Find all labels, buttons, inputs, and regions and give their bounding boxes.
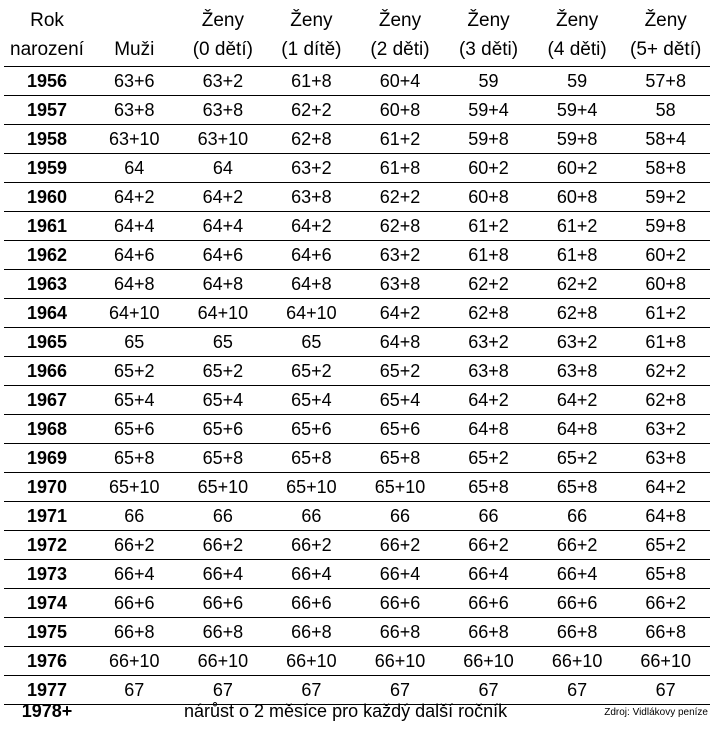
age-cell: 65	[179, 328, 268, 357]
header-col-line2: (5+ dětí)	[630, 39, 702, 60]
age-cell: 63+8	[444, 357, 533, 386]
year-cell: 1966	[4, 357, 90, 386]
age-cell: 65+2	[621, 531, 710, 560]
age-cell: 59+8	[621, 212, 710, 241]
year-cell: 1968	[4, 415, 90, 444]
age-cell: 64+8	[179, 270, 268, 299]
age-cell: 62+8	[267, 125, 356, 154]
age-cell: 66+10	[356, 647, 445, 676]
age-cell: 65+2	[267, 357, 356, 386]
age-cell: 63+2	[179, 67, 268, 96]
age-cell: 64	[90, 154, 179, 183]
age-cell: 61+8	[356, 154, 445, 183]
table-body	[4, 67, 710, 705]
age-cell: 61+8	[621, 328, 710, 357]
age-cell: 64	[179, 154, 268, 183]
header-col-line1: Ženy	[201, 10, 244, 31]
age-cell: 66	[267, 502, 356, 531]
year-cell: 1961	[4, 212, 90, 241]
table-row	[4, 270, 710, 299]
year-cell: 1977	[4, 676, 90, 705]
table-row	[4, 241, 710, 270]
retirement-age-table-container	[4, 6, 710, 705]
age-cell: 66	[179, 502, 268, 531]
table-row	[4, 415, 710, 444]
age-cell: 61+8	[533, 241, 622, 270]
age-cell: 66+8	[621, 618, 710, 647]
age-cell: 66+10	[444, 647, 533, 676]
age-cell: 64+2	[267, 212, 356, 241]
age-cell: 64+8	[533, 415, 622, 444]
age-cell: 65+10	[179, 473, 268, 502]
age-cell: 59+4	[533, 96, 622, 125]
age-cell: 66+4	[444, 560, 533, 589]
age-cell: 64+6	[90, 241, 179, 270]
year-cell: 1971	[4, 502, 90, 531]
table-row	[4, 444, 710, 473]
header-year-line2: narození	[10, 39, 84, 60]
age-cell: 67	[90, 676, 179, 705]
age-cell: 66+8	[533, 618, 622, 647]
age-cell: 63+10	[179, 125, 268, 154]
age-cell: 66+6	[356, 589, 445, 618]
age-cell: 62+8	[533, 299, 622, 328]
age-cell: 63+6	[90, 67, 179, 96]
year-cell: 1958	[4, 125, 90, 154]
age-cell: 61+2	[356, 125, 445, 154]
age-cell: 61+2	[533, 212, 622, 241]
age-cell: 64+10	[267, 299, 356, 328]
age-cell: 66+2	[533, 531, 622, 560]
table-row	[4, 125, 710, 154]
age-cell: 64+8	[444, 415, 533, 444]
table-row	[4, 154, 710, 183]
age-cell: 59	[444, 67, 533, 96]
age-cell: 63+8	[179, 96, 268, 125]
age-cell: 66+4	[90, 560, 179, 589]
age-cell: 66+4	[179, 560, 268, 589]
year-cell: 1969	[4, 444, 90, 473]
age-cell: 60+2	[621, 241, 710, 270]
age-cell: 64+2	[179, 183, 268, 212]
age-cell: 62+2	[356, 183, 445, 212]
table-row	[4, 386, 710, 415]
age-cell: 66+2	[90, 531, 179, 560]
age-cell: 62+2	[533, 270, 622, 299]
age-cell: 62+8	[356, 212, 445, 241]
table-row	[4, 560, 710, 589]
year-cell: 1974	[4, 589, 90, 618]
age-cell: 63+2	[533, 328, 622, 357]
age-cell: 63+8	[356, 270, 445, 299]
age-cell: 64+6	[267, 241, 356, 270]
age-cell: 61+8	[267, 67, 356, 96]
age-cell: 66+2	[179, 531, 268, 560]
header-row	[4, 6, 710, 67]
age-cell: 65+4	[179, 386, 268, 415]
age-cell: 65+2	[444, 444, 533, 473]
age-cell: 65+8	[90, 444, 179, 473]
age-cell: 62+8	[444, 299, 533, 328]
table-header	[4, 6, 710, 67]
table-row	[4, 531, 710, 560]
age-cell: 66+10	[267, 647, 356, 676]
year-cell: 1962	[4, 241, 90, 270]
header-col-line2: (1 dítě)	[281, 39, 342, 60]
age-cell: 64+8	[356, 328, 445, 357]
age-cell: 63+2	[267, 154, 356, 183]
table-row	[4, 589, 710, 618]
year-cell: 1959	[4, 154, 90, 183]
age-cell: 60+8	[533, 183, 622, 212]
age-cell: 60+8	[356, 96, 445, 125]
age-cell: 60+8	[621, 270, 710, 299]
header-cell-col-4	[444, 6, 533, 67]
table-row	[4, 67, 710, 96]
age-cell: 65+10	[267, 473, 356, 502]
age-cell: 65+8	[267, 444, 356, 473]
age-cell: 65+6	[90, 415, 179, 444]
age-cell: 65+8	[533, 473, 622, 502]
age-cell: 64+2	[533, 386, 622, 415]
age-cell: 64+2	[444, 386, 533, 415]
age-cell: 66	[90, 502, 179, 531]
header-cell-col-3	[356, 6, 445, 67]
age-cell: 66+10	[533, 647, 622, 676]
age-cell: 63+2	[621, 415, 710, 444]
table-row	[4, 647, 710, 676]
age-cell: 64+10	[90, 299, 179, 328]
age-cell: 62+2	[444, 270, 533, 299]
year-cell: 1967	[4, 386, 90, 415]
age-cell: 65+6	[179, 415, 268, 444]
age-cell: 60+8	[444, 183, 533, 212]
age-cell: 65+10	[90, 473, 179, 502]
age-cell: 66+8	[356, 618, 445, 647]
age-cell: 64+8	[621, 502, 710, 531]
age-cell: 67	[621, 676, 710, 705]
year-cell: 1973	[4, 560, 90, 589]
year-cell: 1956	[4, 67, 90, 96]
age-cell: 67	[444, 676, 533, 705]
header-cell-col-5	[533, 6, 622, 67]
age-cell: 66+8	[444, 618, 533, 647]
age-cell: 67	[179, 676, 268, 705]
year-cell: 1976	[4, 647, 90, 676]
age-cell: 59+2	[621, 183, 710, 212]
header-col-line1: Ženy	[290, 10, 333, 31]
header-year-line1: Rok	[30, 10, 64, 31]
header-col-line1	[90, 6, 179, 35]
age-cell: 65+8	[621, 560, 710, 589]
age-cell: 63+8	[533, 357, 622, 386]
year-cell: 1960	[4, 183, 90, 212]
age-cell: 66	[533, 502, 622, 531]
age-cell: 66+4	[356, 560, 445, 589]
age-cell: 65+2	[90, 357, 179, 386]
age-cell: 67	[533, 676, 622, 705]
age-cell: 65+8	[444, 473, 533, 502]
age-cell: 65+6	[356, 415, 445, 444]
age-cell: 64+8	[90, 270, 179, 299]
age-cell: 59+8	[444, 125, 533, 154]
age-cell: 65+2	[533, 444, 622, 473]
table-row	[4, 473, 710, 502]
footer-note: nárůst o 2 měsíce pro každý další ročník	[184, 701, 508, 721]
age-cell: 64+8	[267, 270, 356, 299]
age-cell: 65+4	[90, 386, 179, 415]
age-cell: 66+6	[179, 589, 268, 618]
age-cell: 64+4	[90, 212, 179, 241]
header-cell-col-2	[267, 6, 356, 67]
age-cell: 60+2	[533, 154, 622, 183]
table-row	[4, 183, 710, 212]
age-cell: 63+2	[356, 241, 445, 270]
year-cell: 1957	[4, 96, 90, 125]
age-cell: 58+8	[621, 154, 710, 183]
age-cell: 64+2	[621, 473, 710, 502]
age-cell: 64+2	[356, 299, 445, 328]
age-cell: 66+10	[90, 647, 179, 676]
age-cell: 59	[533, 67, 622, 96]
age-cell: 66	[356, 502, 445, 531]
age-cell: 60+4	[356, 67, 445, 96]
table-row	[4, 299, 710, 328]
age-cell: 66+4	[267, 560, 356, 589]
table-row	[4, 502, 710, 531]
year-cell: 1970	[4, 473, 90, 502]
age-cell: 65+4	[267, 386, 356, 415]
table-row	[4, 96, 710, 125]
table-row	[4, 357, 710, 386]
age-cell: 66+10	[621, 647, 710, 676]
year-cell: 1963	[4, 270, 90, 299]
table-row	[4, 328, 710, 357]
source-credit: Zdroj: Vidlákovy peníze	[604, 707, 708, 718]
age-cell: 66+8	[267, 618, 356, 647]
age-cell: 66+2	[267, 531, 356, 560]
age-cell: 66	[444, 502, 533, 531]
retirement-age-table	[4, 6, 710, 705]
header-cell-col-0	[90, 6, 179, 67]
age-cell: 62+2	[267, 96, 356, 125]
age-cell: 66+2	[621, 589, 710, 618]
age-cell: 66+6	[90, 589, 179, 618]
age-cell: 62+2	[621, 357, 710, 386]
age-cell: 61+2	[444, 212, 533, 241]
header-col-line2: (4 děti)	[547, 39, 607, 60]
age-cell: 66+8	[90, 618, 179, 647]
header-col-line1: Ženy	[555, 10, 599, 31]
header-col-line1: Ženy	[644, 10, 687, 31]
footer-year: 1978+	[21, 701, 73, 721]
age-cell: 65	[267, 328, 356, 357]
age-cell: 66+10	[179, 647, 268, 676]
age-cell: 65+2	[179, 357, 268, 386]
header-cell-year	[4, 6, 90, 67]
age-cell: 59+4	[444, 96, 533, 125]
table-row	[4, 618, 710, 647]
age-cell: 64+2	[90, 183, 179, 212]
age-cell: 67	[356, 676, 445, 705]
age-cell: 58	[621, 96, 710, 125]
age-cell: 57+8	[621, 67, 710, 96]
age-cell: 61+8	[444, 241, 533, 270]
age-cell: 64+10	[179, 299, 268, 328]
age-cell: 64+6	[179, 241, 268, 270]
age-cell: 66+6	[444, 589, 533, 618]
year-cell: 1964	[4, 299, 90, 328]
table-row	[4, 212, 710, 241]
header-col-line2: (2 děti)	[370, 39, 430, 60]
year-cell: 1975	[4, 618, 90, 647]
age-cell: 63+10	[90, 125, 179, 154]
age-cell: 67	[267, 676, 356, 705]
age-cell: 65+8	[179, 444, 268, 473]
year-cell: 1972	[4, 531, 90, 560]
header-cell-col-6	[621, 6, 710, 67]
age-cell: 66+6	[533, 589, 622, 618]
year-cell: 1965	[4, 328, 90, 357]
age-cell: 65+6	[267, 415, 356, 444]
header-col-line1: Ženy	[378, 10, 422, 31]
age-cell: 64+4	[179, 212, 268, 241]
age-cell: 66+2	[356, 531, 445, 560]
age-cell: 65+8	[356, 444, 445, 473]
age-cell: 65	[90, 328, 179, 357]
age-cell: 65+4	[356, 386, 445, 415]
footer-row	[4, 697, 710, 725]
header-col-line2: (3 děti)	[458, 39, 519, 60]
age-cell: 66+2	[444, 531, 533, 560]
age-cell: 63+2	[444, 328, 533, 357]
header-col-line2: Muži	[114, 39, 155, 60]
age-cell: 65+10	[356, 473, 445, 502]
age-cell: 65+2	[356, 357, 445, 386]
age-cell: 58+4	[621, 125, 710, 154]
header-col-line2: (0 dětí)	[192, 39, 253, 60]
age-cell: 60+2	[444, 154, 533, 183]
age-cell: 66+6	[267, 589, 356, 618]
age-cell: 66+4	[533, 560, 622, 589]
age-cell: 63+8	[621, 444, 710, 473]
header-col-line1: Ženy	[467, 10, 510, 31]
age-cell: 59+8	[533, 125, 622, 154]
age-cell: 62+8	[621, 386, 710, 415]
age-cell: 63+8	[90, 96, 179, 125]
age-cell: 63+8	[267, 183, 356, 212]
age-cell: 66+8	[179, 618, 268, 647]
header-cell-col-1	[179, 6, 268, 67]
age-cell: 61+2	[621, 299, 710, 328]
